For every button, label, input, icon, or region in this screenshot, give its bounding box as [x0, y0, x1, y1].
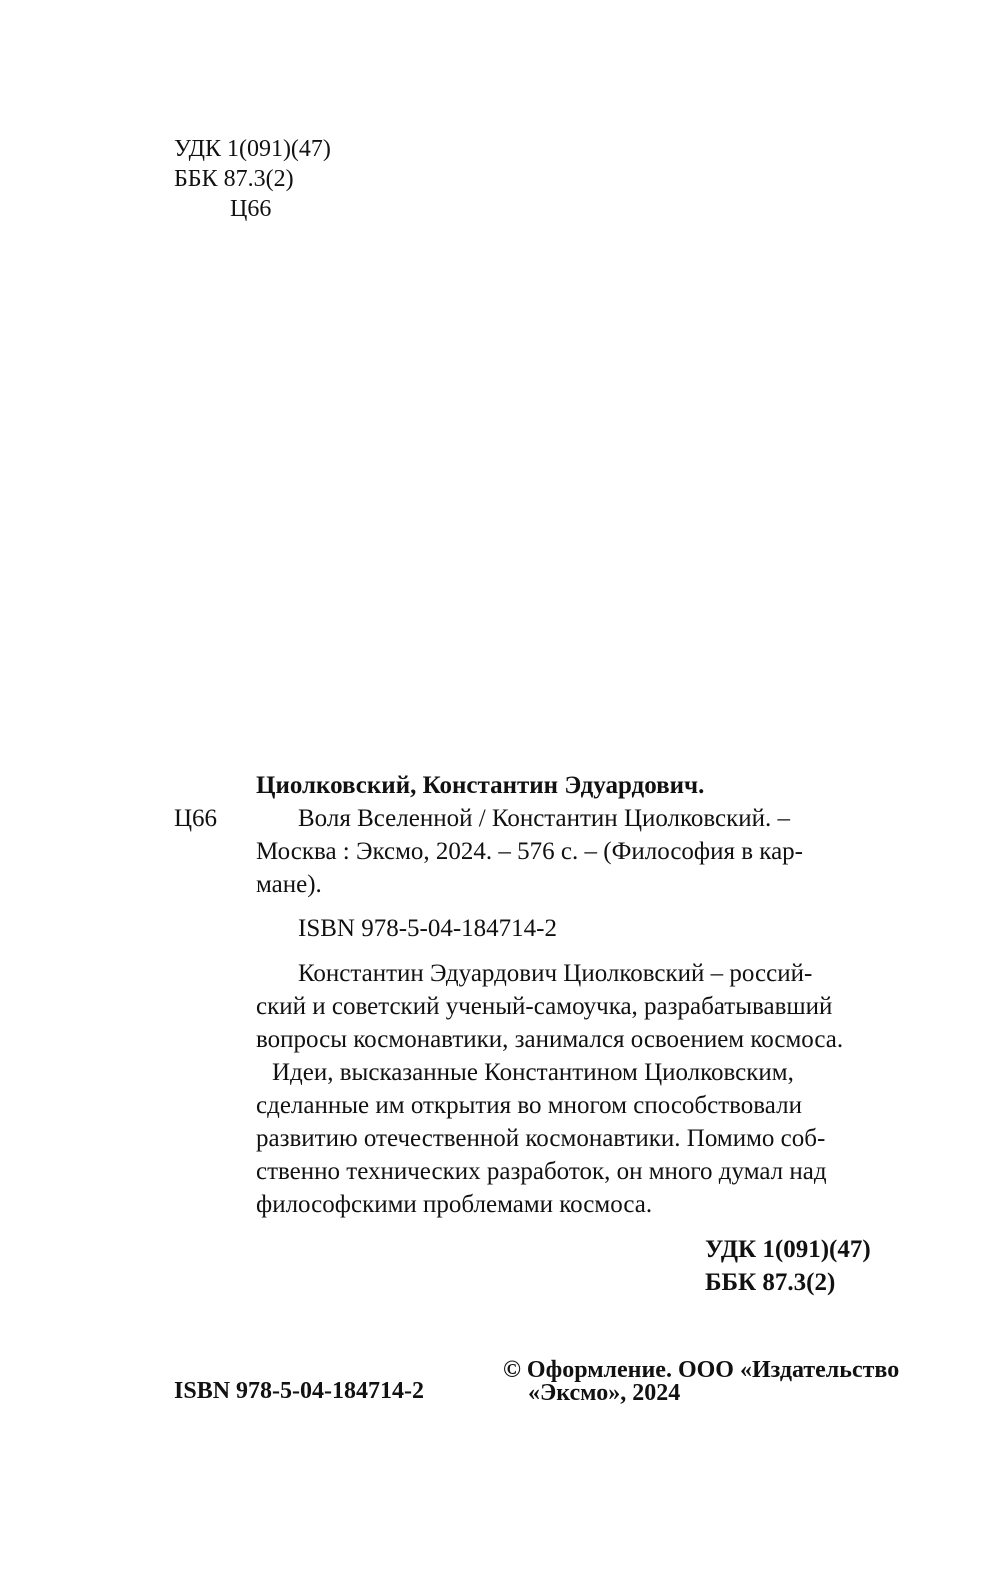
top-udk: УДК 1(091)(47) [174, 136, 331, 162]
annotation-p1-line-2: ский и советский ученый-самоучка, разрабатывавший [256, 993, 833, 1020]
entry-title-line-3: мане). [256, 871, 322, 898]
annotation-p2-line-1: Идеи, высказанные Константином Циолковским, [272, 1059, 794, 1086]
bottom-udk: УДК 1(091)(47) [705, 1236, 871, 1263]
annotation-p1-line-1: Константин Эдуардович Циолковский – россий- [298, 960, 813, 987]
annotation-p1-line-3: вопросы космонавтики, занимался освоением космоса. [256, 1026, 844, 1053]
annotation-p2-line-4: ственно технических разработок, он много думал над [256, 1158, 827, 1185]
entry-isbn: ISBN 978-5-04-184714-2 [298, 915, 558, 942]
footer-copyright-line-1: © Оформление. ООО «Издательство [503, 1357, 900, 1383]
entry-title-line-1: Воля Вселенной / Константин Циолковский. – [298, 805, 791, 832]
bottom-bbk: ББК 87.3(2) [705, 1269, 836, 1296]
annotation-p2-line-3: развитию отечественной космонавтики. Помимо соб- [256, 1125, 826, 1152]
annotation-p2-line-2: сделанные им открытия во многом способствовали [256, 1092, 802, 1119]
top-bbk: ББК 87.3(2) [174, 166, 294, 192]
annotation-p2-line-5: философскими проблемами космоса. [256, 1191, 653, 1218]
entry-heading: Циолковский, Константин Эдуардович. [256, 772, 705, 799]
entry-author-mark: Ц66 [174, 805, 218, 832]
top-author-mark: Ц66 [230, 196, 272, 222]
entry-title-line-2: Москва : Эксмо, 2024. – 576 с. – (Философия в кар- [256, 838, 803, 865]
footer-copyright-line-2: «Эксмо», 2024 [528, 1380, 681, 1406]
footer-isbn: ISBN 978-5-04-184714-2 [174, 1378, 424, 1404]
